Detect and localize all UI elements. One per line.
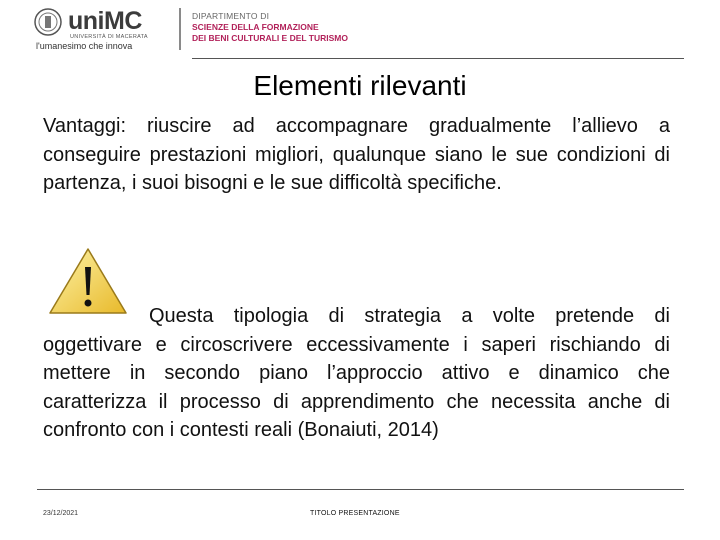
logo-subtitle: UNIVERSITÀ DI MACERATA: [70, 34, 148, 40]
department-name: [192, 11, 348, 44]
department-line-1: DIPARTIMENTO DI: [192, 11, 270, 21]
department-line-3: DEI BENI CULTURALI E DEL TURISMO: [192, 33, 348, 43]
logo-tagline: l'umanesimo che innova: [36, 41, 133, 51]
footer-rule: [37, 489, 684, 490]
department-line-2: SCIENZE DELLA FORMAZIONE: [192, 22, 319, 32]
header-rule: [192, 58, 684, 59]
university-seal-icon: [34, 8, 62, 36]
advantages-text: : riuscire ad accompagnare gradualmente l’allievo a conseguire prestazioni migliori, qualunque siano le sue condizioni di partenza, i suoi bisogni e le sue difficoltà specifiche.: [43, 115, 670, 194]
advantages-paragraph: [43, 112, 670, 198]
footer-date: 23/12/2021: [43, 510, 79, 517]
warning-paragraph: Questa tipologia di strategia a volte pretende di oggettivare e circoscrivere eccessivamente i saperi rischiando di mettere in secondo piano l’approccio attivo e dinamico che caratterizza il processo di apprendimento che necessita anche di confronto con i contesti reali (Bonaiuti, 2014): [43, 305, 670, 441]
slide-title: Elementi rilevanti: [253, 70, 467, 101]
advantages-label: Vantaggi: [43, 115, 121, 137]
footer-title: TITOLO PRESENTAZIONE: [310, 510, 400, 517]
university-logo: [34, 6, 168, 52]
logo-text: uniMC: [68, 7, 142, 35]
header-divider: [179, 8, 181, 50]
